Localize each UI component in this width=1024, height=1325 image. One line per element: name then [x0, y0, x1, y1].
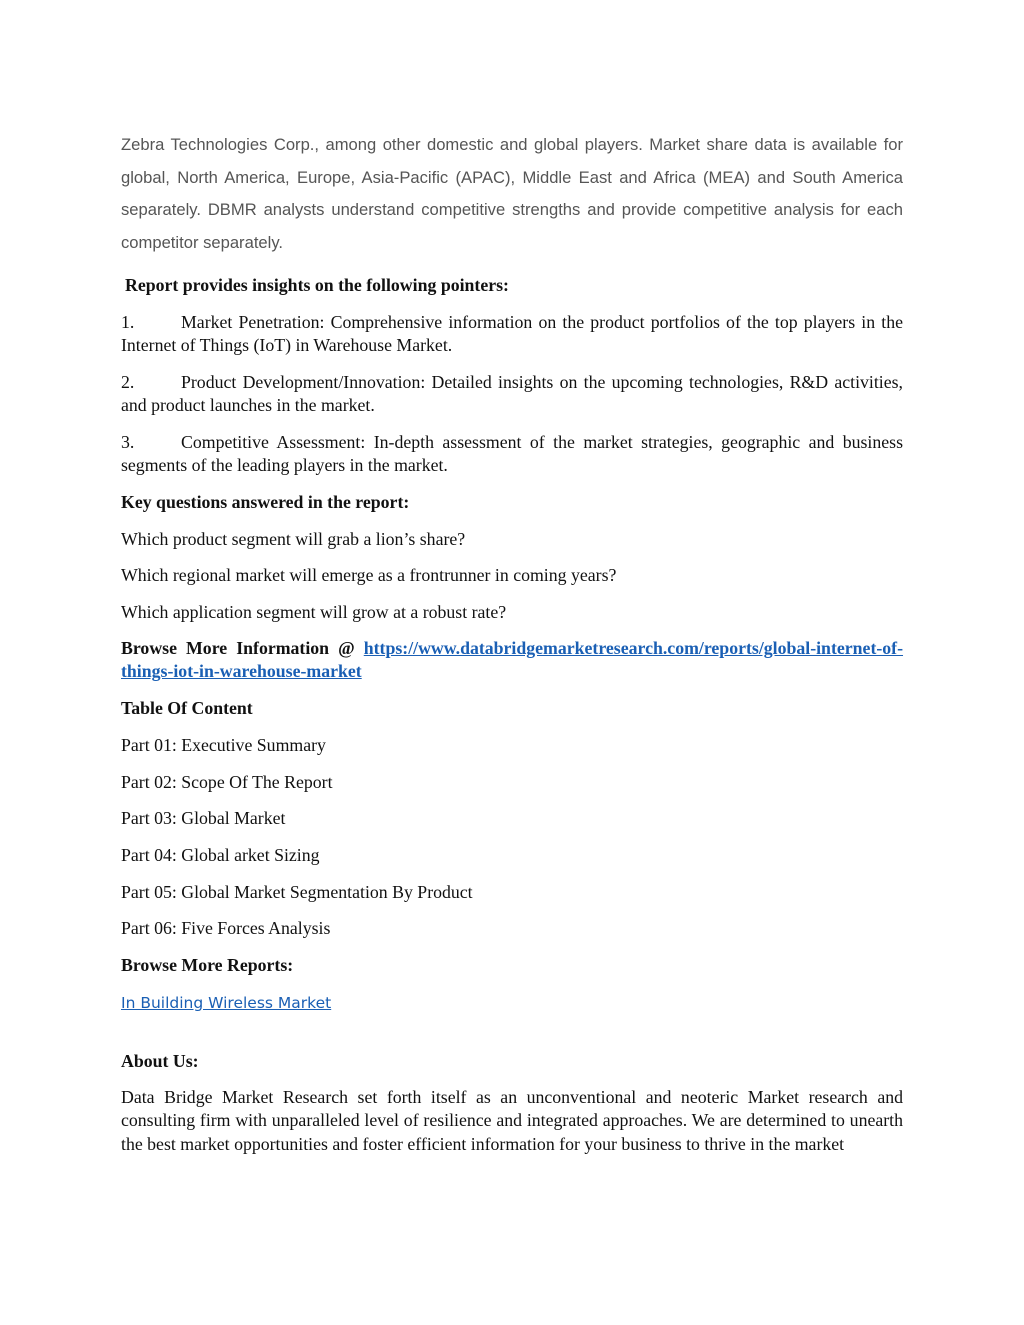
question-item: Which regional market will emerge as a frontrunner in coming years? [121, 565, 617, 585]
toc-item: Part 01: Executive Summary [121, 735, 326, 755]
toc-item: Part 06: Five Forces Analysis [121, 918, 331, 938]
about-heading: About Us: [121, 1051, 199, 1071]
intro-paragraph: Zebra Technologies Corp., among other domestic and global players. Market share data is available for global, North America, Europe, Asia-Pacific (APAC), Middle East and Africa (MEA) and South America separately. DBMR analysts understand competitive strengths and provide competitive analysis for each competitor separately. [121, 135, 903, 253]
about-paragraph: Data Bridge Market Research set forth itself as an unconventional and neoteric Market research and consulting firm with unparalleled level of resilience and integrated approaches. We are determined to unearth the best market opportunities and foster efficient information for your business to thrive in the market [121, 1087, 903, 1154]
insight-number: 3. [121, 432, 135, 452]
insight-text: Competitive Assessment: In-depth assessment of the market strategies, geographic and business segments of the leading players in the market. [121, 432, 903, 476]
toc-item: Part 05: Global Market Segmentation By Product [121, 882, 473, 902]
insight-item-1 [121, 311, 903, 358]
toc-item: Part 03: Global Market [121, 808, 286, 828]
toc-heading: Table Of Content [121, 698, 253, 718]
questions-heading: Key questions answered in the report: [121, 492, 410, 512]
question-item: Which application segment will grow at a robust rate? [121, 602, 507, 622]
insight-item-2 [121, 371, 903, 418]
browse-info [121, 637, 903, 684]
insight-text: Market Penetration: Comprehensive information on the product portfolios of the top players in the Internet of Things (IoT) in Warehouse Market. [121, 312, 903, 356]
insight-item-3 [121, 431, 903, 478]
related-report [121, 991, 903, 1015]
insights-heading: Report provides insights on the following pointers: [125, 275, 509, 295]
browse-reports-heading: Browse More Reports: [121, 955, 294, 975]
browse-info-label: Browse More Information @ [121, 638, 355, 658]
toc-item: Part 04: Global arket Sizing [121, 845, 320, 865]
report-url-link[interactable]: https://www.databridgemarketresearch.com/reports/global-internet-of-things-iot-in-warehouse-market [121, 638, 904, 682]
insight-text: Product Development/Innovation: Detailed insights on the upcoming technologies, R&D activities, and product launches in the market. [121, 372, 903, 416]
question-item: Which product segment will grab a lion’s share? [121, 529, 466, 549]
insight-number: 1. [121, 312, 135, 332]
toc-item: Part 02: Scope Of The Report [121, 772, 333, 792]
related-report-link[interactable]: In Building Wireless Market [121, 994, 332, 1012]
insight-number: 2. [121, 372, 135, 392]
